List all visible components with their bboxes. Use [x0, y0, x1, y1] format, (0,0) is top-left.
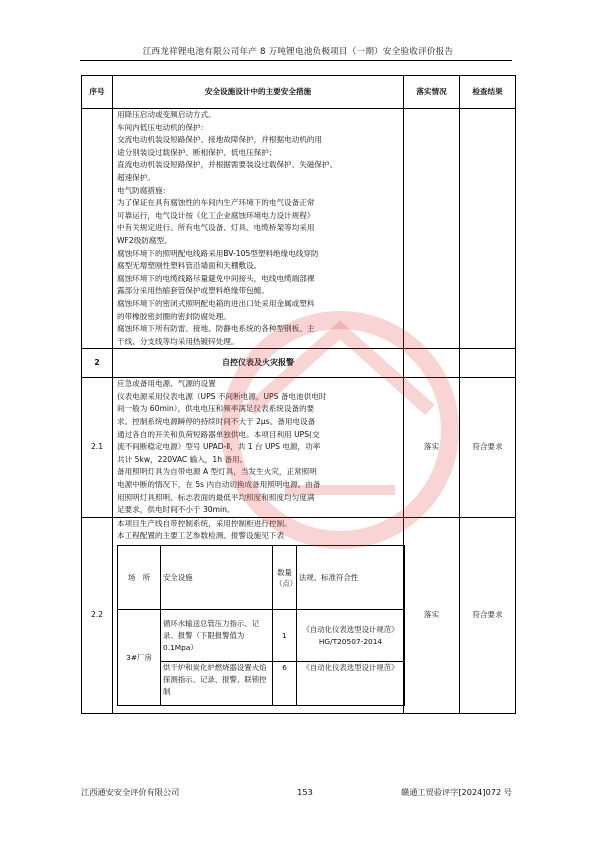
status-empty: [404, 109, 460, 349]
section-no: 2: [82, 349, 113, 378]
text-line: 为了保证在具有腐蚀性的车间内生产环境下的电气设备正常: [117, 198, 315, 208]
text-line: 共计 5kw，220VAC 输入，1h 备用。: [117, 454, 248, 464]
text-line: 电气防腐措施：: [117, 185, 171, 195]
result-cell: 符合要求: [460, 378, 516, 518]
text-line: 车间内低压电动机的保护：: [117, 122, 209, 132]
status-cell: 落实: [404, 378, 460, 518]
result-empty: [460, 109, 516, 349]
std-cell: 《自动化仪表选型设计规范》: [297, 662, 405, 706]
status-cell: 落实: [404, 517, 460, 713]
result-cell: 符合要求: [460, 517, 516, 713]
table-row-2-1: [82, 378, 516, 518]
qty-cell: 6: [273, 662, 297, 706]
header-rule: [80, 60, 512, 61]
qty-cell: 1: [273, 610, 297, 662]
page-number: 153: [297, 787, 313, 797]
text-line: 腐蚀环境下的密闭式照明配电箱的进出口处采用金属或塑料: [117, 298, 315, 308]
result-empty: [460, 349, 516, 378]
text-line: 交流电动机装设短路保护、接地故障保护，并根据电动机的用: [117, 135, 323, 145]
page-header: 江西龙祥锂电池有限公司年产 8 万吨锂电池负极项目（一期）安全验收评价报告: [142, 47, 454, 57]
facility-cell: 烘干炉和炭化炉燃烧器设置火焰探测指示、记录、报警、联锁控制: [161, 662, 273, 706]
text-line: 的带橡胶密封圈的密封防腐处理。: [117, 311, 231, 321]
section-row-instrumentation: [82, 349, 516, 378]
text-line: 应急或备用电源、气源的设置: [117, 379, 216, 389]
col-header-no: 序号: [82, 76, 113, 109]
power-supply-measures-cell: [113, 378, 404, 518]
inner-header-std: 法规、标准符合性: [297, 546, 405, 610]
text-line: 仪表电源采用仪表电源（UPS 不间断电源，UPS 备电池供电时: [117, 391, 327, 401]
table-row-electrical: [82, 109, 516, 349]
std-cell: 《自动化仪表选型设计规范》HG/T20507-2014: [297, 610, 405, 662]
text-line: 本项目生产线自带控制系统，采用控制柜进行控制。: [117, 518, 292, 528]
table-row-2-2: [82, 517, 516, 713]
text-line: 本工程配置的主要工艺参数检测、报警设施见下表: [117, 531, 285, 541]
text-line: 用降压启动或变频启动方式。: [117, 110, 216, 119]
inner-header-qty: 数量（点）: [273, 546, 297, 610]
text-line: 可靠运行，电气设计按《化工企业腐蚀环境电力设计规程》: [117, 210, 315, 220]
row-no: 2.1: [82, 378, 113, 518]
electrical-measures-cell: [113, 109, 404, 349]
control-system-cell: [113, 517, 404, 713]
section-title: 自控仪表及火灾报警: [113, 349, 404, 378]
row-no: 2.2: [82, 517, 113, 713]
inner-row: [118, 662, 405, 706]
text-line: 途分别装设过载保护、断相保护、低电压保护；: [117, 147, 277, 157]
col-header-measures: 安全设施设计中的主要安全措施: [113, 76, 404, 109]
text-line: 足要求，供电时间不小于 30min。: [117, 505, 235, 515]
text-line: 电源中断的情况下，在 5s 内自动切换成备用照明电源。由备: [117, 480, 321, 490]
inner-row: [118, 610, 405, 662]
place-cell: 3#厂房: [118, 610, 161, 706]
text-line: 间一般为 60min），供电电压和频率满足仪表系统设备的要: [117, 404, 315, 414]
text-line: 流不间断稳定电源）型号 UPAD-Ⅱ，共 1 台 UPS 电源，功率: [117, 442, 321, 452]
col-header-status: 落实情况: [404, 76, 460, 109]
text-line: WF2级防腐型。: [117, 235, 172, 245]
inner-header-place: 场 所: [118, 546, 161, 610]
text-line: 腐蚀环境下所有防雷、接地、防静电系统的各种型钢板、主: [117, 324, 315, 334]
text-line: 腐蚀环境下的电缆线路尽量避免中间接头，电线电缆端部裸: [117, 273, 315, 283]
status-empty: [404, 349, 460, 378]
text-line: 通过各自的开关和负荷短路器单独供电。本项目利用 UPS(交: [117, 429, 320, 439]
footer-company: 江西通安安全评价有限公司: [81, 787, 180, 797]
text-line: 备用照明灯具为自带电源 A 型灯具，当发生火灾，正常照明: [117, 467, 317, 477]
inner-header-facility: 安全设施: [161, 546, 273, 610]
table-header-row: [82, 76, 516, 109]
measures-table: [81, 75, 516, 714]
report-code: 赣通工贸验评字[2024]072 号: [401, 787, 512, 797]
text-line: 直流电动机装设短路保护，并根据需要装设过载保护、失磁保护、: [117, 160, 338, 170]
facility-cell: 循环水输送总管压力指示、记录、报警（下限报警值为 0.1Mpa）: [161, 610, 273, 662]
row-no-empty: [82, 109, 113, 349]
text-line: 腐型无增塑刚性塑料管沿墙面和天棚敷设。: [117, 261, 262, 271]
text-line: 超速保护。: [117, 172, 155, 182]
text-line: 中有关规定进行。所有电气设备、灯具、电缆桥架等均采用: [117, 223, 315, 233]
text-line: 露部分采用热缩套管保护或塑料绝缘带包缠。: [117, 286, 269, 296]
text-line: 腐蚀环境下的照明配电线路采用BV-105型塑料绝缘电线穿防: [117, 248, 319, 258]
alarm-facilities-table: [117, 545, 405, 706]
col-header-result: 检查结果: [460, 76, 516, 109]
text-line: 用照明灯具照明、标志表面的最低平均照度和照度均匀度满: [117, 492, 315, 502]
inner-header-row: [118, 546, 405, 610]
text-line: 求。控制系统电源瞬停的持续时间不大于 2μs。备用电设备: [117, 417, 316, 427]
text-line: 干线、分支线等均采用热镀锌处理。: [117, 336, 239, 346]
